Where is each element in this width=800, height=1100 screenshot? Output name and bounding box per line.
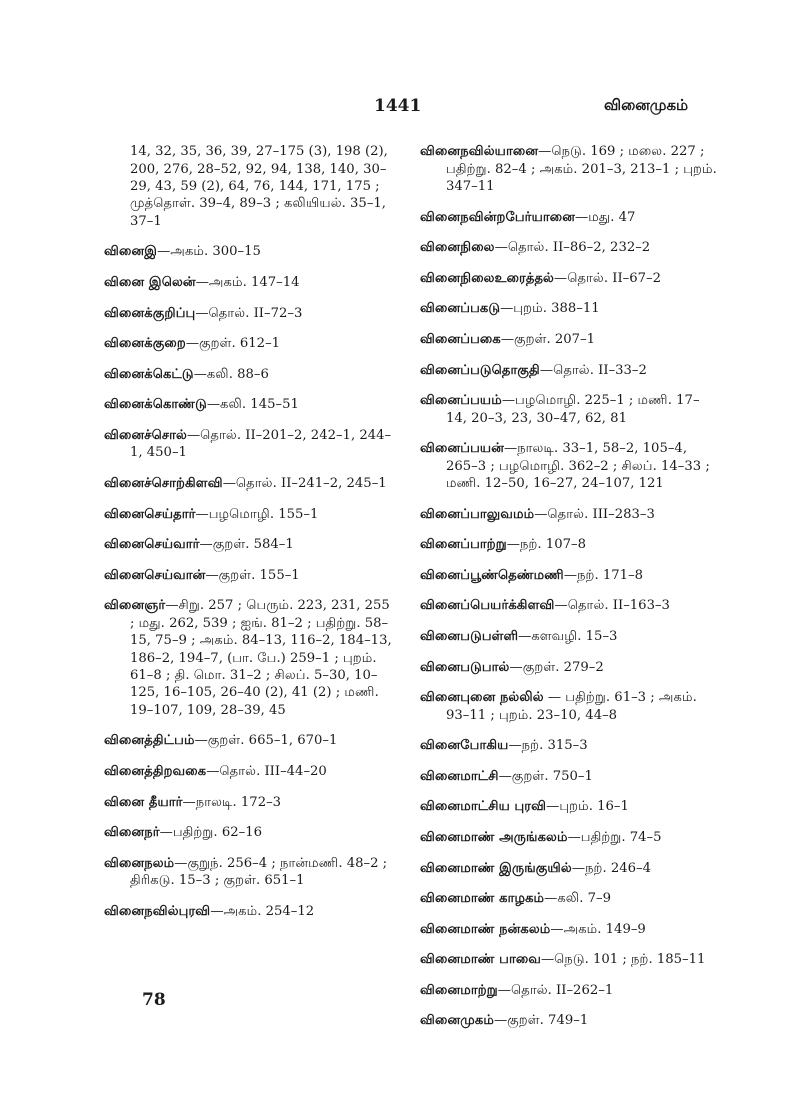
entry-references: —அகம். 254–12 (210, 903, 315, 919)
entry-references: —தொல். II–67–2 (554, 270, 662, 286)
index-entry (104, 597, 396, 719)
entry-references: —தொல். II–72–3 (195, 305, 303, 321)
index-entry (104, 732, 396, 749)
index-entry (104, 366, 396, 383)
entry-references: —தொல். III–283–3 (534, 506, 655, 522)
index-entry (104, 396, 396, 413)
page-number: 1441 (374, 96, 422, 116)
entry-headword: வினைசெய்வான் (104, 567, 206, 583)
entry-references: —பதிற்று. 74–5 (567, 829, 662, 845)
entry-headword: வினைசெய்தார் (104, 506, 196, 522)
entry-headword: வினைமாட்சிய புரவி (420, 799, 547, 815)
index-entry (420, 506, 720, 523)
index-entry (420, 300, 720, 317)
entry-headword: வினைப்பயம் (420, 393, 502, 409)
entry-references: —தொல். II–86–2, 232–2 (494, 240, 651, 256)
entry-references: —தொல். II–241–2, 245–1 (222, 475, 387, 491)
index-entry (104, 506, 396, 523)
entry-headword: வினை தீயார் (104, 794, 183, 810)
entry-headword: வினைபடுபால் (420, 659, 510, 675)
entry-headword: வினைமாட்சி (420, 768, 499, 784)
entry-references: —அகம். 149–9 (550, 921, 646, 937)
index-entry (420, 982, 720, 999)
right-column (420, 130, 720, 1038)
index-entry (104, 274, 396, 291)
entry-references: —குறுந். 256–4 ; நான்மணி. 48–2 ; திரிகடு. 15–3 ; குறள். 651–1 (130, 855, 388, 889)
entry-references: —தொல். II–33–2 (539, 362, 647, 378)
entry-headword: வினைஞர் (104, 598, 166, 614)
index-entry (104, 763, 396, 780)
entry-references: —சிறு. 257 ; பெரும். 223, 231, 255 ; மது. 262, 539 ; ஐங். 81–2 ; பதிற்று. 58–15, 75–9 ; அகம். 84–13, 116–2, 184–13, 186–2, 194–7, (பா. பே.) 259–1 ; புறம். 61–8 ; தி. மொ. 31–2 ; சிலப். 5–30, 10–125, 16–105, 26–40 (2), 41 (2) ; மணி. 19–107, 109, 28–39, 45 (130, 598, 392, 718)
entry-references: —அகம். 300–15 (157, 244, 261, 260)
entry-headword: வினைமாண் நன்கலம் (420, 921, 551, 937)
index-entry (104, 855, 396, 890)
left-column (104, 130, 396, 928)
entry-headword: வினைத்திட்பம் (104, 733, 195, 749)
entry-headword: வினைப்படுதொகுதி (420, 362, 540, 378)
entry-references: —நெடு. 169 ; மலை. 227 ; பதிற்று. 82–4 ; அகம். 201–3, 213–1 ; புறம். 347–11 (446, 144, 717, 194)
entry-headword: வினைஇ (104, 244, 158, 260)
index-entry (420, 860, 720, 877)
running-head: வினைமுகம் (604, 96, 689, 114)
index-entry (420, 331, 720, 348)
entry-headword: வினைப்பகை (420, 331, 501, 347)
index-entry (420, 798, 720, 815)
entry-references: —மது. 47 (575, 209, 636, 225)
entry-headword: வினைப்பாற்று (420, 537, 507, 553)
entry-headword: வினைமாண் பாவை (420, 952, 541, 968)
index-entry (104, 903, 396, 920)
entry-headword: வினைப்பாலுவமம் (420, 506, 535, 522)
entry-references: —கலி. 7–9 (544, 891, 611, 907)
entry-references: —பதிற்று. 62–16 (159, 825, 262, 841)
entry-headword: வினைபடுபள்ளி (420, 628, 519, 644)
entry-references: —தொல். III–44–20 (206, 763, 327, 779)
entry-headword: வினைநவில்யானை (420, 144, 539, 160)
entry-headword: வினைமுகம் (420, 1013, 494, 1029)
entry-headword: வினைப்பகடு (420, 301, 501, 317)
entry-references: —நெடு. 101 ; நற். 185–11 (540, 952, 706, 968)
entry-headword: வினைமாண் அருங்கலம் (420, 829, 568, 845)
entry-references: —குறள். 584–1 (199, 537, 294, 553)
index-entry (420, 567, 720, 584)
entry-references: 14, 32, 35, 36, 39, 27–175 (3), 198 (2), 200, 276, 28–52, 92, 94, 138, 140, 30–29, 43, 59 (2), 64, 76, 144, 171, 175 ; முத்தொள். 39–4, 89–3 ; கலியியல். 35–1, 37–1 (130, 144, 388, 229)
entry-references: —குறள். 750–1 (498, 768, 593, 784)
footer-page-number: 78 (142, 990, 166, 1010)
entry-headword: வினைநவின்றபேர்யானை (420, 209, 576, 225)
index-entry (420, 737, 720, 754)
index-entry (420, 951, 720, 968)
entry-headword: வினைத்திறவகை (104, 763, 207, 779)
entry-headword: வினைமாண் காழகம் (420, 891, 545, 907)
entry-references: —குறள். 749–1 (493, 1013, 589, 1029)
entry-references: —புறம். 388–11 (500, 301, 600, 317)
entry-references: —நாலடி. 172–3 (182, 794, 282, 810)
index-entry (420, 1012, 720, 1029)
index-entry (420, 768, 720, 785)
entry-references: —பழமொழி. 155–1 (195, 506, 319, 522)
entry-headword: வினைநர் (104, 825, 160, 841)
entry-headword: வினைக்கெட்டு (104, 366, 194, 382)
entry-headword: வினைநிலைஉரைத்தல் (420, 270, 554, 286)
entry-references: —குறள். 279–2 (509, 659, 604, 675)
entry-headword: வினைக்குறை (104, 336, 186, 352)
entry-references: —குறள். 207–1 (500, 331, 596, 347)
entry-references: — பதிற்று. 61–3 ; அகம். 93–11 ; புறம். 23–10, 44–8 (446, 690, 697, 723)
index-entry (104, 824, 396, 841)
entry-headword: வினைப்பயன் (420, 441, 504, 457)
entry-references: —கலி. 145–51 (206, 397, 299, 413)
entry-references: —நற். 315–3 (508, 738, 588, 754)
entry-headword: வினைநலம் (104, 855, 175, 871)
index-entry (420, 362, 720, 379)
entry-references: —கலி. 88–6 (193, 366, 269, 382)
index-entry (420, 921, 720, 938)
entry-headword: வினைநவில்புரவி (104, 903, 211, 919)
index-entry (104, 536, 396, 553)
entry-references: —தொல். II–201–2, 242–1, 244–1, 450–1 (130, 427, 392, 461)
entry-references: —தொல். II–163–3 (554, 598, 670, 614)
entry-headword: வினைக்கொண்டு (104, 397, 207, 413)
index-entry (104, 143, 396, 230)
entry-references: —நாலடி. 33–1, 58–2, 105–4, 265–3 ; பழமொழி. 362–2 ; சிலப். 14–33 ; மணி. 12–50, 16–27, 24–107, 121 (446, 441, 710, 491)
index-entry (420, 628, 720, 645)
index-entry (104, 335, 396, 352)
entry-references: —களவழி. 15–3 (518, 628, 618, 644)
index-entry (104, 243, 396, 260)
entry-references: —நற். 107–8 (506, 537, 586, 553)
entry-references: —பழமொழி. 225–1 ; மணி. 17–14, 20–3, 23, 30–47, 62, 81 (446, 393, 700, 426)
index-entry (420, 209, 720, 226)
entry-references: —குறள். 612–1 (185, 336, 281, 352)
index-entry (104, 427, 396, 462)
entry-headword: வினைபோகிய (420, 738, 509, 754)
index-entry (420, 689, 720, 724)
index-entry (420, 143, 720, 195)
entry-references: —நற். 171–8 (563, 567, 644, 583)
entry-headword: வினை இலென் (104, 275, 196, 290)
index-entry (420, 440, 720, 492)
entry-references: —புறம். 16–1 (546, 799, 629, 815)
index-entry (420, 239, 720, 256)
entry-headword: வினைநிலை (420, 240, 495, 256)
index-entry (420, 890, 720, 907)
entry-headword: வினைச்சொல் (104, 427, 187, 443)
entry-references: —அகம். 147–14 (195, 275, 300, 290)
index-entry (420, 270, 720, 287)
index-entry (420, 536, 720, 553)
entry-references: —நற். 246–4 (571, 860, 652, 876)
index-entry (420, 392, 720, 427)
entry-headword: வினைப்பூண்தெண்மணி (420, 567, 564, 583)
entry-headword: வினைச்சொற்கிளவி (104, 475, 223, 491)
index-entry (420, 597, 720, 614)
index-entry (420, 659, 720, 676)
index-entry (104, 475, 396, 492)
entry-headword: வினைமாற்று (420, 982, 498, 998)
entry-headword: வினைமாண் இருங்குயில் (420, 860, 572, 876)
entry-headword: வினைசெய்வார் (104, 537, 200, 553)
entry-headword: வினைபுனை நல்லில் (420, 690, 544, 706)
entry-headword: வினைப்பெயர்க்கிளவி (420, 598, 555, 614)
index-entry (104, 305, 396, 322)
entry-headword: வினைக்குறிப்பு (104, 305, 196, 321)
entry-references: —குறள். 665–1, 670–1 (194, 733, 338, 749)
index-entry (420, 829, 720, 846)
entry-references: —தொல். II–262–1 (497, 982, 614, 998)
entry-references: —குறள். 155–1 (205, 567, 300, 583)
index-entry (104, 567, 396, 584)
index-entry (104, 794, 396, 811)
